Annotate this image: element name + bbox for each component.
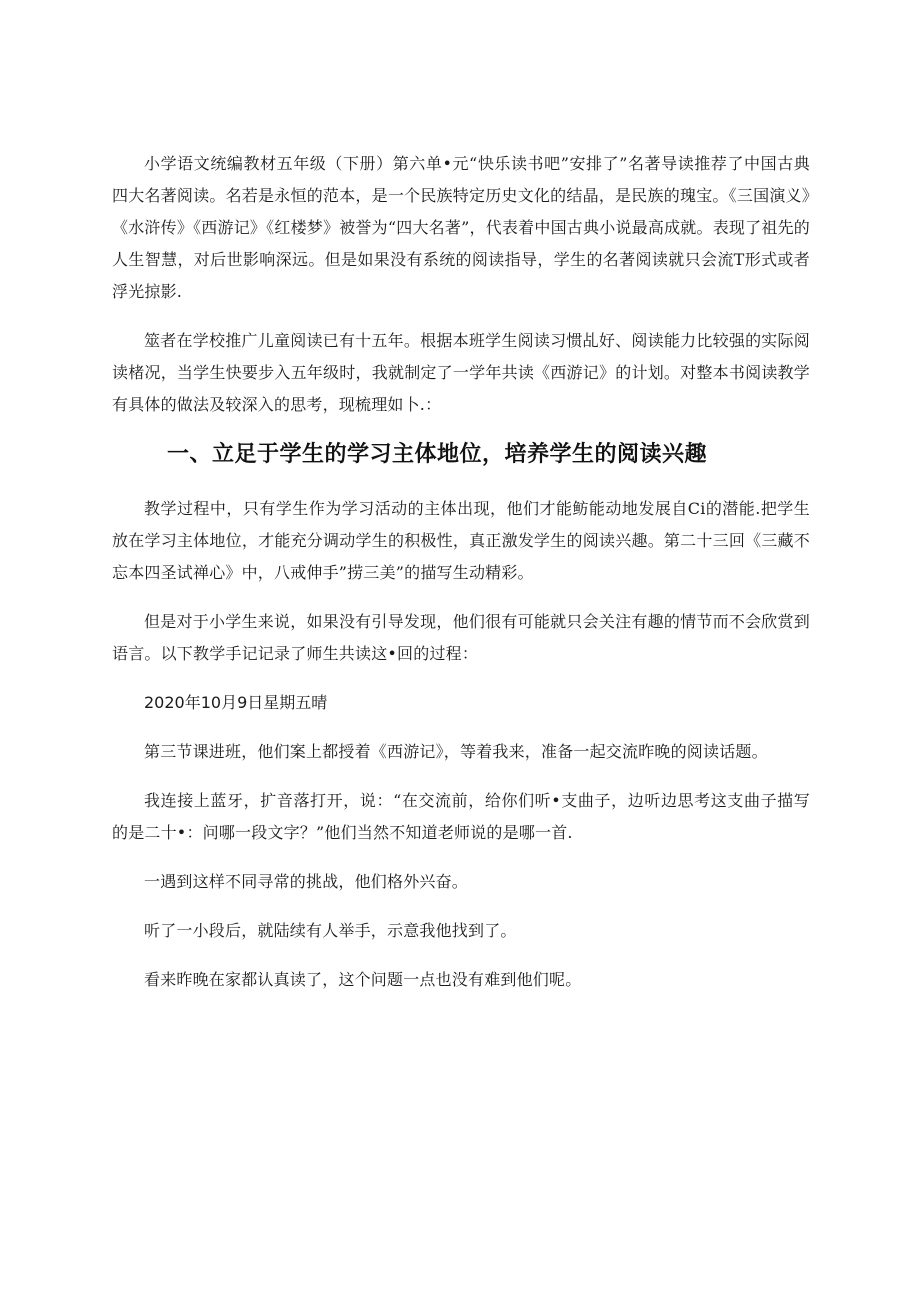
paragraph-intro: 小学语文统编教材五年级（下册）第六单•元“快乐读书吧”安排了”名著导读推荐了中国古典四大名著阅读。名若是永恒的范本，是一个民族特定历史文化的结晶，是民族的瑰宝。《三国演义》《水浒传》《西游记》《红楼梦》被誉为“四大名著”，代表着中国古典小说最高成就。表现了祖先的人生智慧，对后世影响深远。但是如果没有系统的阅读指导，学生的名著阅读就只会流T形式或者浮光掠影. — [112, 154, 810, 301]
paragraph-music: 我连接上蓝牙，扩音落打开，说：“在交流前，给你们听•支曲子，边听边思考这支曲子描写的是二十•：问哪一段文字？”他们当然不知道老师说的是哪一首. — [112, 791, 810, 842]
paragraph-class-start: 第三节课进班，他们案上都授着《西游记》，等着我来，准备一起交流昨晚的阅读话题。 — [144, 742, 768, 761]
paragraph-background: 筮者在学校推广儿童阅读已有十五年。根据本班学生阅读习惯乩好、阅读能力比较强的实际阅读楮况，当学生快要步入五年级时，我就制定了一学年共读《西游记》的计划。对整本书阅读教学有具体的做法及较深入的思考，现梳理如卜.： — [112, 331, 810, 414]
section-heading-1: 一、立足于学生的学习主体地位，培养学生的阅读兴趣 — [167, 441, 708, 467]
paragraph-teaching-process: 教学过程中，只有学生作为学习活动的主体出现，他们才能鲂能动地发展自Ci的潜能.把学生放在学习主体地位，才能充分调动学生的积极性，真正激发学生的阅读兴趣。第二十三回《三藏不忘本四圣试禅心》中，八戒伸手”捞三美”的描写生动精彩。 — [112, 499, 810, 582]
document-body — [112, 148, 810, 1013]
paragraph-conclusion: 看来昨晚在家都认真读了，这个问题一点也没有难到他们呢。 — [144, 970, 582, 989]
paragraph-raise-hands: 听了一小段后，就陆续有人举手，示意我他找到了。 — [144, 921, 517, 940]
diary-date: 2020年10月9日星期五晴 — [144, 693, 328, 712]
paragraph-excited: 一遇到这样不同寻常的挑战，他们格外兴奋。 — [144, 872, 469, 891]
paragraph-guidance: 但是对于小学生来说，如果没有引导发现，他们很有可能就只会关注有趣的情节而不会欣赏到语言。以下教学手记记录了师生共读这•回的过程： — [112, 612, 810, 663]
